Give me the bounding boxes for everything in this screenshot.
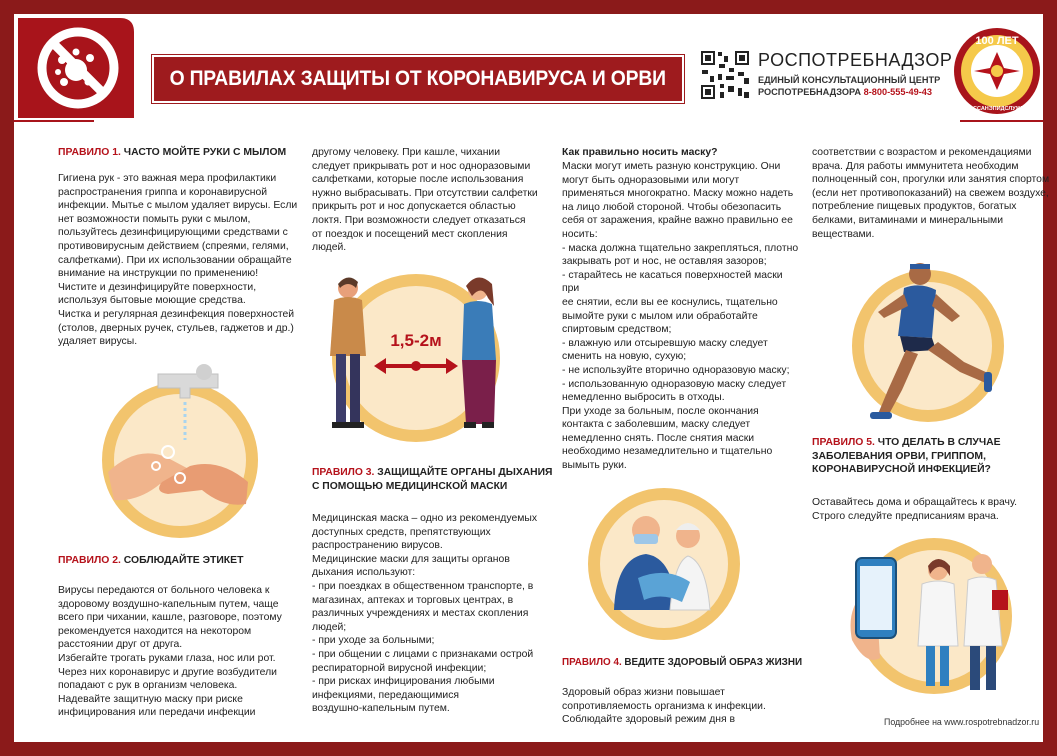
rule3-body: Медицинская маска – одно из рекомендуемых доступных средств, препятствующих распространению вирусов. Медицинские маски для защиты органов дыхания используют: - при поездках в общественном транспорте, в магазинах, аптеках и торговых центрах, в различных учреждениях и местах скопления людей; - при уходе за больными; - при общении с лицами с признаками острой респираторной вирусной инфекции; - при рисках инфицирования любыми инфекциями, передающимися воздушно-капельным путем. [312,513,538,715]
emblem-bottom-text: ГОССАНЭПИДСЛУЖБА [965,106,1029,112]
rule2-label: ПРАВИЛО 2. [58,555,121,566]
hotline-phone: 8-800-555-49-43 [863,86,933,97]
social-distance-illustration [312,266,520,450]
org-name: РОСПОТРЕБНАДЗОР [758,50,953,70]
rule3-title-line1: ЗАЩИЩАЙТЕ ОРГАНЫ ДЫХАНИЯ [377,467,553,478]
qr-code-icon [700,50,750,100]
runner-illustration [848,254,1010,430]
center-line2-row [758,87,952,99]
handwashing-illustration [98,362,260,540]
rule3-label: ПРАВИЛО 3. [312,467,375,478]
poster-title: О ПРАВИЛАХ ЗАЩИТЫ ОТ КОРОНАВИРУСА И ОРВИ [169,67,667,90]
center-line1: ЕДИНЫЙ КОНСУЛЬТАЦИОННЫЙ ЦЕНТР [758,75,941,85]
rule5-title-line2: ЗАБОЛЕВАНИЯ ОРВИ, ГРИППОМ, [812,450,986,462]
rule2-body: Вирусы передаются от больного человека к здоровому воздушно-капельным путем, чаще всего при чихании, кашле, разговоре, поэтому рекомендуется находится на некотором расстоянии друг от друга. Избегайте трогать руками глаза, нос или рот. Через них коронавирус и другие возбудители попадают с рук в организм человека. Надевайте защитную маску при риске инфицирования или передачи инфекции [58,585,282,719]
poster-title-bar [152,55,684,103]
rule2-heading [58,554,243,568]
rule5-title-line1: ЧТО ДЕЛАТЬ В СЛУЧАЕ [877,437,1001,448]
no-virus-icon [18,18,134,118]
divider-left [14,120,94,122]
rule5-body: Оставайтесь дома и обращайтесь к врачу. Строго следуйте предписаниям врача. [812,497,1018,522]
rule2-body-continued: другому человеку. При кашле, чихании следует прикрывать рот и нос одноразовыми салфетками, которые после использования нужно выбрасывать. При отсутствии салфетки прикрыть рот и нос допускается областью локтя. При возможности следует отказаться от поездок и посещений мест скопления людей. [312,147,538,254]
rule4-body: Здоровый образ жизни повышает сопротивляемость организма к инфекции. Соблюдайте здоровый режим дня в [562,687,766,726]
rule1-heading [58,146,286,160]
mask-body: Маски могут иметь разную конструкцию. Они могут быть одноразовыми или могут применяться многократно. Маску можно надеть на лицо любой стороной. Чтобы обезопасить себя от заражения, крайне важно правильно ее носить: - маска должна тщательно закрепляться, плотно закрывать рот и нос, не оставляя зазоров; - старайтесь не касаться поверхностей маски при ее снятии, если вы ее коснулись, тщательно вымойте руки с мылом или обработайте спиртовым средством; - влажную или отсыревшую маску следует сменить на новую, сухую; - не используйте вторично одноразовую маску; - использованную одноразовую маску следует немедленно выбросить в отходы. При уходе за больным, после окончания контакта с заболевшим, маску следует немедленно снять. После снятия маски необходимо незамедлительно и тщательно вымыть руки. [562,161,799,472]
footer-note: Подробнее на www.rospotrebnadzor.ru [884,717,1040,727]
rule1-label: ПРАВИЛО 1. [58,147,121,158]
doctor-consultation-illustration [846,530,1014,702]
rule4-heading [562,656,802,670]
center-line2: РОСПОТРЕБНАДЗОРА [758,86,862,97]
rule2-title: СОБЛЮДАЙТЕ ЭТИКЕТ [123,555,244,566]
rule4-label: ПРАВИЛО 4. [562,657,622,668]
org-block [758,50,952,98]
rule5-heading [812,436,1001,477]
emblem-top-text: 100 ЛЕТ [975,35,1019,47]
rule4-title: ВЕДИТЕ ЗДОРОВЫЙ ОБРАЗ ЖИЗНИ [624,657,803,668]
rule1-title: ЧАСТО МОЙТЕ РУКИ С МЫЛОМ [123,147,287,158]
rule5-label: ПРАВИЛО 5. [812,437,875,448]
rule3-title-line2: С ПОМОЩЬЮ МЕДИЦИНСКОЙ МАСКИ [312,480,508,492]
rule5-title-line3: КОРОНАВИРУСНОЙ ИНФЕКЦИЕЙ? [812,464,991,476]
mask-care-illustration [586,486,742,642]
anniversary-emblem [952,24,1042,118]
rule1-body: Гигиена рук - это важная мера профилактики распространения гриппа и коронавирусной инфекции. Мытье с мылом удаляет вирусы. Если нет возможности помыть руки с мылом, пользуйтесь дезинфицирующими средствами с противовирусным действием (спреями, гелями, салфетками). При их использовании обращайте внимание на инструкции по применению! Чистите и дезинфицируйте поверхности, используя бытовые моющие средства. Чистка и регулярная дезинфекция поверхностей (столов, дверных ручек, стульев, гаджетов и др.) удаляет вирусы. [58,173,298,348]
rule3-heading [312,466,552,493]
rule4-body-continued: соответствии с возрастом и рекомендациями врача. Для работы иммунитета необходим полноценный сон, прогулки или занятия спортом (если нет противопоказаний) на свежем воздухе, потребление пищевых продуктов, богатых белками, витаминами и минеральными веществами. [812,147,1050,240]
divider-right [960,120,1043,122]
distance-label: 1,5-2м [390,331,442,350]
mask-heading: Как правильно носить маску? [562,147,718,158]
